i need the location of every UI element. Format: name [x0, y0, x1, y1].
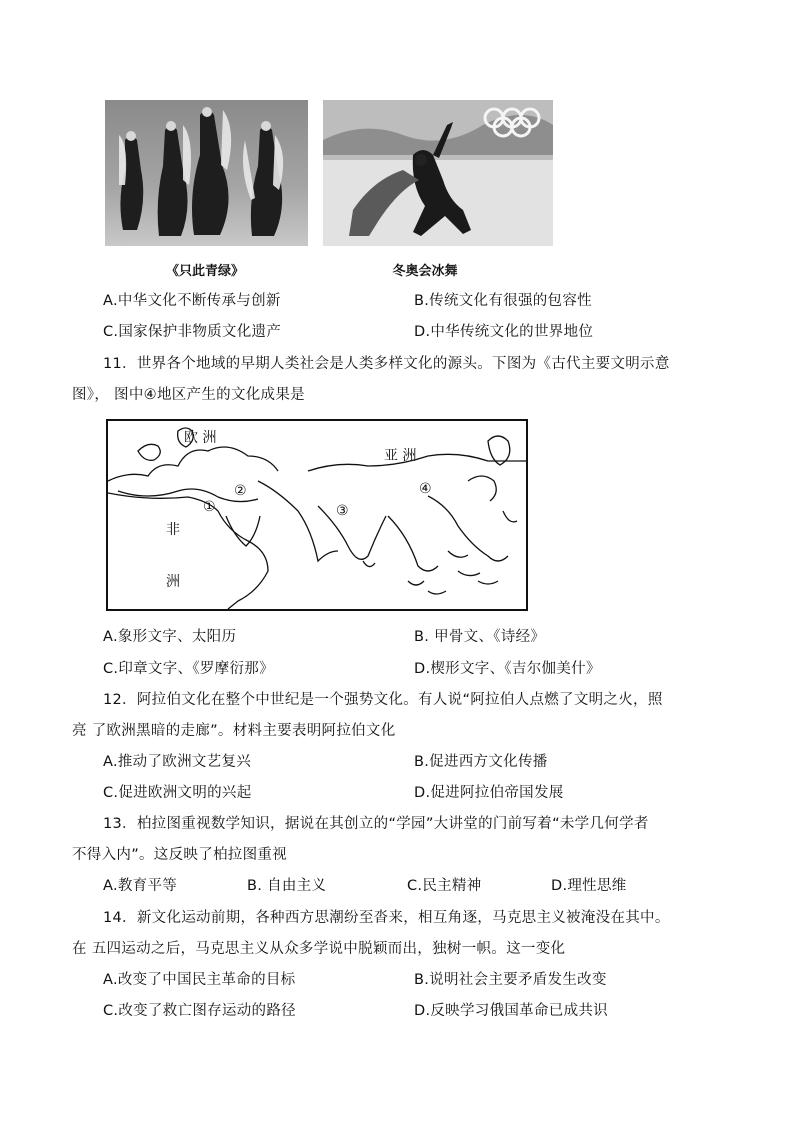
- q13-stem-line2: 不得入内”。这反映了柏拉图重视: [72, 847, 288, 863]
- map-label-europe: 欧 洲: [184, 430, 217, 446]
- map-label-africa-1: 非: [166, 522, 180, 538]
- q13-stem-line1: 13．柏拉图重视数学知识，据说在其创立的“学园”大讲堂的门前写着“未学几何学者: [103, 816, 649, 832]
- map-marker-4: ④: [419, 481, 432, 497]
- q13-option-a[interactable]: A.教育平等: [103, 878, 178, 894]
- dance-photo: [105, 100, 308, 246]
- q10-option-d[interactable]: D.中华传统文化的世界地位: [414, 324, 594, 340]
- q14-option-c[interactable]: C.改变了救亡图存运动的路径: [103, 1003, 296, 1019]
- q10-option-b[interactable]: B.传统文化有很强的包容性: [414, 293, 592, 309]
- map-marker-3: ③: [336, 503, 349, 519]
- q12-option-a[interactable]: A.推动了欧洲文艺复兴: [103, 754, 252, 770]
- dance-photo-caption: 《只此青绿》: [165, 264, 244, 279]
- ancient-civilizations-map: [106, 419, 528, 611]
- q12-stem-line1: 12．阿拉伯文化在整个中世纪是一个强势文化。有人说“阿拉伯人点燃了文明之火，照: [103, 692, 663, 708]
- dance-photo-illustration: [105, 100, 308, 246]
- q11-option-c[interactable]: C.印章文字、《罗摩衍那》: [103, 661, 274, 677]
- map-label-asia: 亚 洲: [384, 448, 417, 464]
- q14-stem-line2: 在 五四运动之后，马克思主义从众多学说中脱颖而出，独树一帜。这一变化: [72, 941, 566, 957]
- q12-option-d[interactable]: D.促进阿拉伯帝国发展: [414, 785, 564, 801]
- q10-option-a[interactable]: A.中华文化不断传承与创新: [103, 293, 281, 309]
- q10-option-c[interactable]: C.国家保护非物质文化遗产: [103, 324, 282, 340]
- q11-stem-line1: 11．世界各个地域的早期人类社会是人类多样文化的源头。下图为《古代主要文明示意: [103, 356, 670, 372]
- q14-option-d[interactable]: D.反映学习俄国革命已成共识: [414, 1003, 608, 1019]
- q13-option-c[interactable]: C.民主精神: [407, 878, 482, 894]
- map-marker-1: ①: [203, 499, 216, 515]
- map-marker-2: ②: [234, 483, 247, 499]
- q11-option-a[interactable]: A.象形文字、太阳历: [103, 629, 237, 645]
- q13-option-b[interactable]: B. 自由主义: [247, 878, 327, 894]
- ice-dance-photo: [323, 100, 553, 246]
- q14-stem-line1: 14．新文化运动前期，各种西方思潮纷至沓来，相互角逐，马克思主义被淹没在其中。: [103, 910, 670, 926]
- q12-stem-line2: 亮 了欧洲黑暗的走廊”。材料主要表明阿拉伯文化: [72, 723, 396, 739]
- q11-option-b[interactable]: B. 甲骨文、《诗经》: [414, 629, 546, 645]
- map-label-africa-2: 洲: [166, 574, 180, 590]
- q11-stem-line2: 图》， 图中④地区产生的文化成果是: [72, 387, 305, 403]
- q13-option-d[interactable]: D.理性思维: [551, 878, 627, 894]
- q12-option-b[interactable]: B.促进西方文化传播: [414, 754, 548, 770]
- q14-option-a[interactable]: A.改变了中国民主革命的目标: [103, 972, 296, 988]
- q11-option-d[interactable]: D.楔形文字、《吉尔伽美什》: [414, 661, 601, 677]
- ice-dance-photo-illustration: [323, 100, 553, 246]
- q12-option-c[interactable]: C.促进欧洲文明的兴起: [103, 785, 252, 801]
- q14-option-b[interactable]: B.说明社会主要矛盾发生改变: [414, 972, 607, 988]
- ice-dance-photo-caption: 冬奥会冰舞: [392, 264, 458, 279]
